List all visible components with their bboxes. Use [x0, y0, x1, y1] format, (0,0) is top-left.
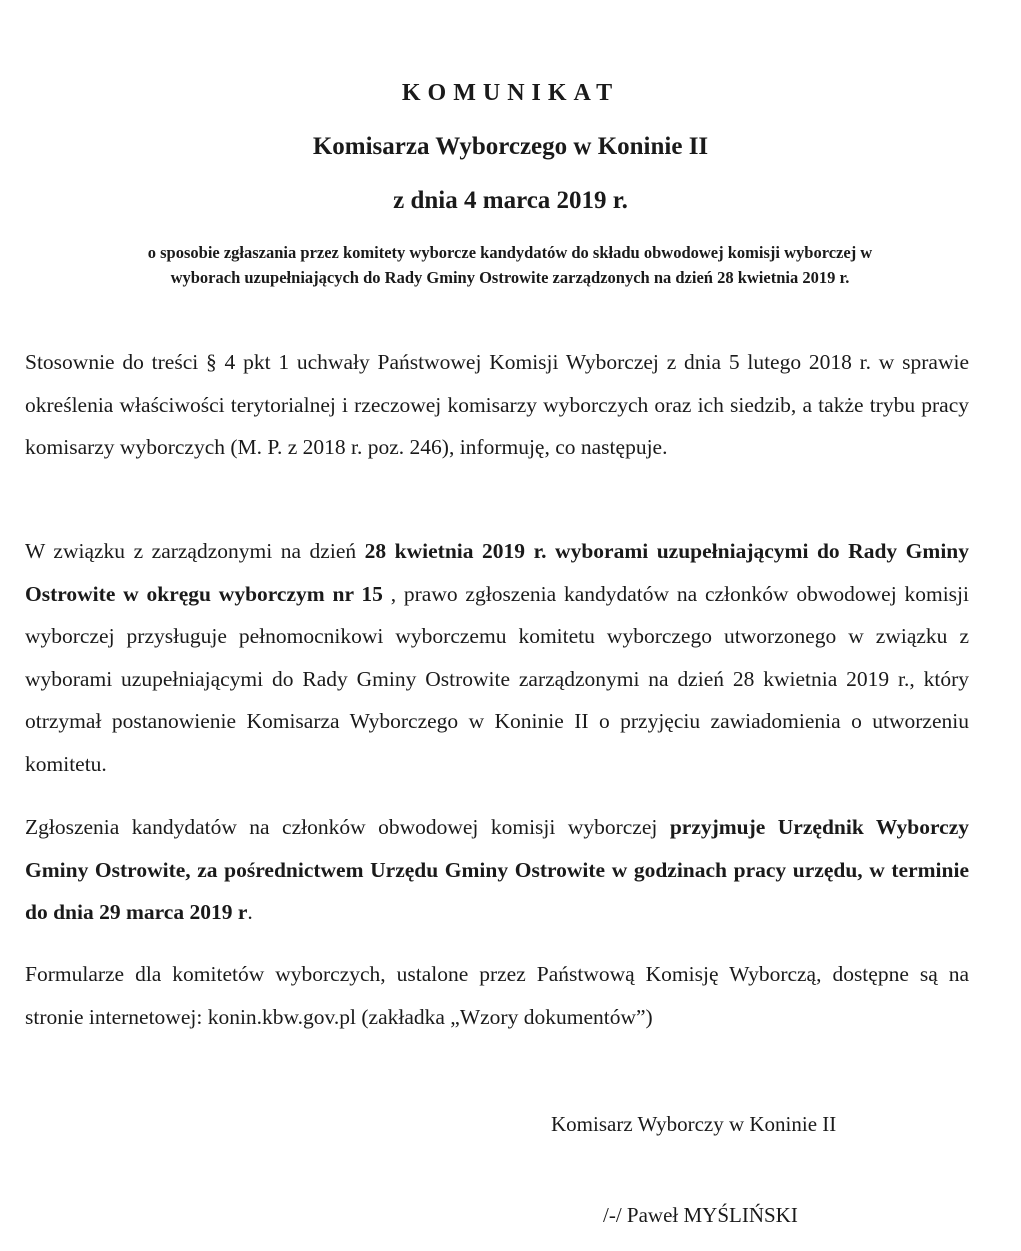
- document-title: KOMUNIKAT: [401, 80, 620, 106]
- signature-name: /-/ Paweł MYŚLIŃSKI: [603, 1203, 798, 1227]
- paragraph-2-intro: W związku z zarządzonymi na dzień: [25, 539, 365, 563]
- paragraph-3: [25, 806, 969, 934]
- document-issuer: Komisarza Wyborczego w Koninie II: [312, 133, 709, 160]
- paragraph-2-bold: 28 kwietnia 2019 r. wyborami uzupełniającymi do Rady Gminy Ostrowite w okręgu wyborczym nr 15: [25, 539, 969, 606]
- document-subject: [30, 240, 990, 290]
- paragraph-3-intro: Zgłoszenia kandydatów na członków obwodowej komisji wyborczej: [25, 815, 670, 839]
- subject-line-2: wyborach uzupełniających do Rady Gminy Ostrowite zarządzonych na dzień 28 kwietnia 2019 r.: [170, 268, 850, 287]
- signature-role: Komisarz Wyborczy w Koninie II: [551, 1112, 837, 1136]
- paragraph-2: [25, 530, 969, 785]
- paragraph-1: Stosownie do treści § 4 pkt 1 uchwały Państwowej Komisji Wyborczej z dnia 5 lutego 2018 r. w sprawie określenia właściwości terytorialnej i rzeczowej komisarzy wyborczych oraz ich siedzib, a także trybu pracy komisarzy wyborczych (M. P. z 2018 r. poz. 246), informuję, co następuje.: [25, 350, 969, 459]
- paragraph-3-rest: .: [247, 900, 253, 924]
- paragraph-2-rest: , prawo zgłoszenia kandydatów na członków obwodowej komisji wyborczej przysługuje pełnomocnikowi wyborczemu komitetu wyborczego utworzonego w związku z wyborami uzupełniającymi do Rady Gminy Ostrowite zarządzonymi na dzień 28 kwietnia 2019 r., który otrzymał postanowienie Komisarza Wyborczego w Koninie II o przyjęciu zawiadomienia o utworzeniu komitetu.: [25, 581, 969, 776]
- paragraph-4: Formularze dla komitetów wyborczych, ustalone przez Państwową Komisję Wyborczą, dostępne są na stronie internetowej: konin.kbw.gov.pl (zakładka „Wzory dokumentów”): [25, 962, 969, 1029]
- paragraph-3-bold: przyjmuje Urzędnik Wyborczy Gminy Ostrowite, za pośrednictwem Urzędu Gminy Ostrowite w godzinach pracy urzędu, w terminie do dnia 29 marca 2019 r: [25, 815, 969, 924]
- subject-line-1: o sposobie zgłaszania przez komitety wyborcze kandydatów do składu obwodowej komisji wyborczej w: [147, 243, 873, 262]
- document-date: z dnia 4 marca 2019 r.: [393, 187, 628, 214]
